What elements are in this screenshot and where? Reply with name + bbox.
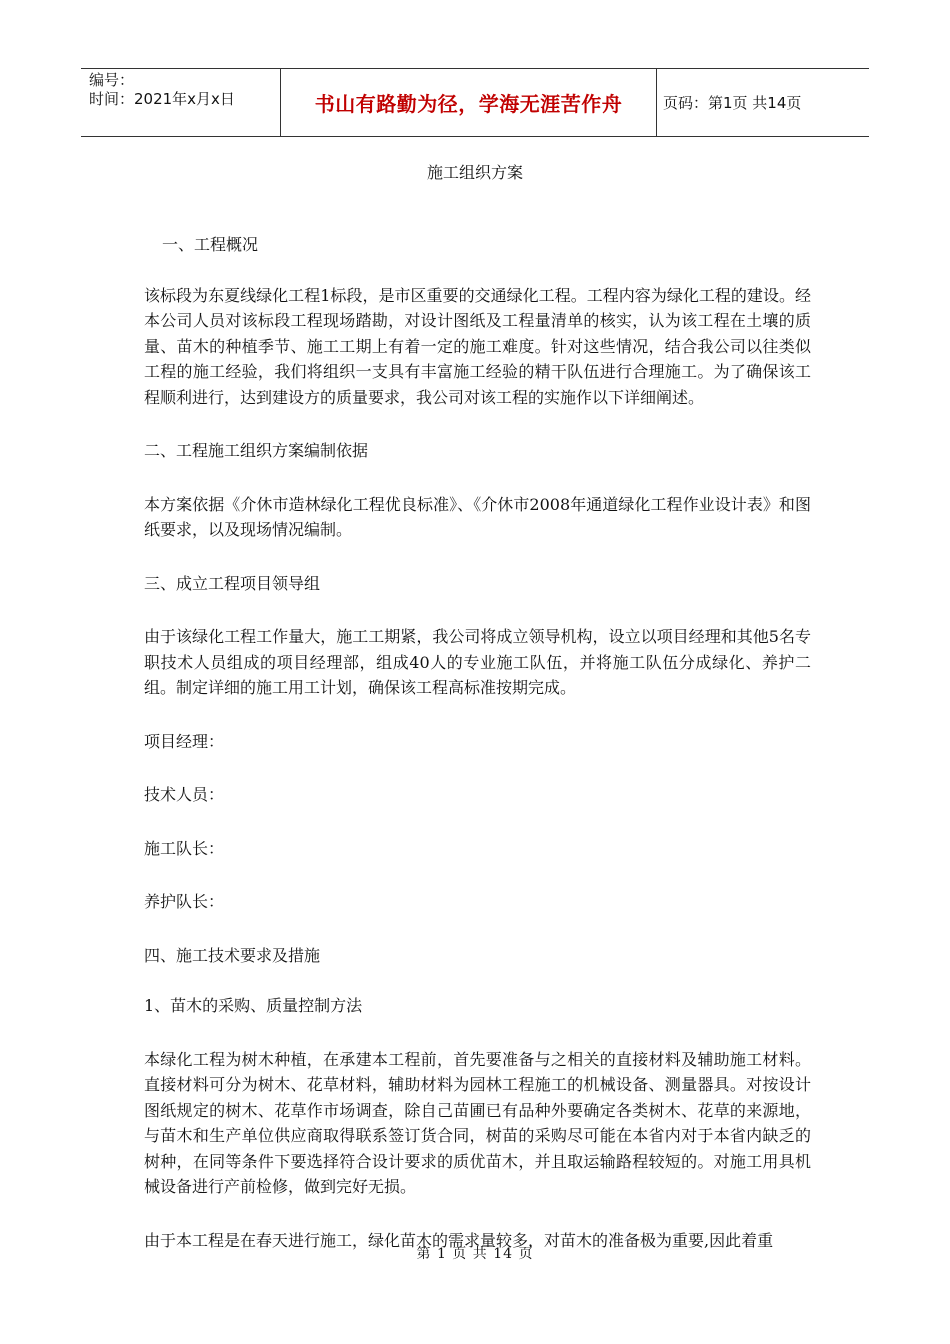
document-header [81,68,869,137]
section-heading: 四、施工技术要求及措施 [144,945,321,965]
role-label: 项目经理： [144,731,225,751]
header-page-info: 页码：第1页 共14页 [663,94,802,112]
header-meta [81,69,281,136]
section-heading: 一、工程概况 [162,235,259,254]
section-heading: 二、工程施工组织方案编制依据 [144,441,369,460]
document-body [144,232,811,1253]
subsection-heading: 1、苗木的采购、质量控制方法 [144,996,363,1015]
page-footer: 第 1 页 共 14 页 [416,1246,534,1262]
paragraph: 该标段为东夏线绿化工程1标段，是市区重要的交通绿化工程。工程内容为绿化工程的建设。经本公司人员对该标段工程现场踏勘，对设计图纸及工程量清单的核实，认为该工程在土壤的质量、苗木的种植季节、施工工期上有着一定的施工难度。针对这些情况，结合我公司以往类似工程的施工经验，我们将组织一支具有丰富施工经验的精干队伍进行合理施工。为了确保该工程顺利进行，达到建设方的质量要求，我公司对该工程的实施作以下详细阐述。 [144,285,811,407]
header-motto: 书山有路勤为径，学海无涯苦作舟 [281,69,657,136]
role-label: 技术人员： [144,785,225,804]
document-title: 施工组织方案 [426,163,523,182]
paragraph: 本方案依据《介休市造林绿化工程优良标准》、《介休市2008年通道绿化工程作业设计表》和图纸要求，以及现场情况编制。 [144,494,811,539]
paragraph: 本绿化工程为树木种植，在承建本工程前，首先要准备与之相关的直接材料及辅助施工材料。直接材料可分为树木、花草材料，辅助材料为园林工程施工的机械设备、测量器具。对按设计图纸规定的树木、花草作市场调查，除自己苗圃已有品种外要确定各类树木、花草的来源地，与苗木和生产单位供应商取得联系签订货合同，树苗的采购尽可能在本省内对于本省内缺乏的树种，在同等条件下要选择符合设计要求的质优苗木，并且取运输路程较短的。对施工用具机械设备进行产前检修，做到完好无损。 [144,1049,811,1196]
number-label: 编号： [89,71,135,89]
section-heading: 三、成立工程项目领导组 [144,573,321,593]
paragraph: 由于本工程是在春天进行施工，绿化苗木的需求量较多，对苗木的准备极为重要,因此着重 [144,1230,774,1250]
time-label: 时间：2021年x月x日 [89,90,235,108]
role-label: 养护队长： [144,892,225,911]
paragraph: 由于该绿化工程工作量大，施工工期紧，我公司将成立领导机构，设立以项目经理和其他5名专职技术人员组成的项目经理部，组成40人的专业施工队伍，并将施工队伍分成绿化、养护二组。制定详细的施工用工计划，确保该工程高标准按期完成。 [144,627,811,697]
role-label: 施工队长： [144,838,225,858]
